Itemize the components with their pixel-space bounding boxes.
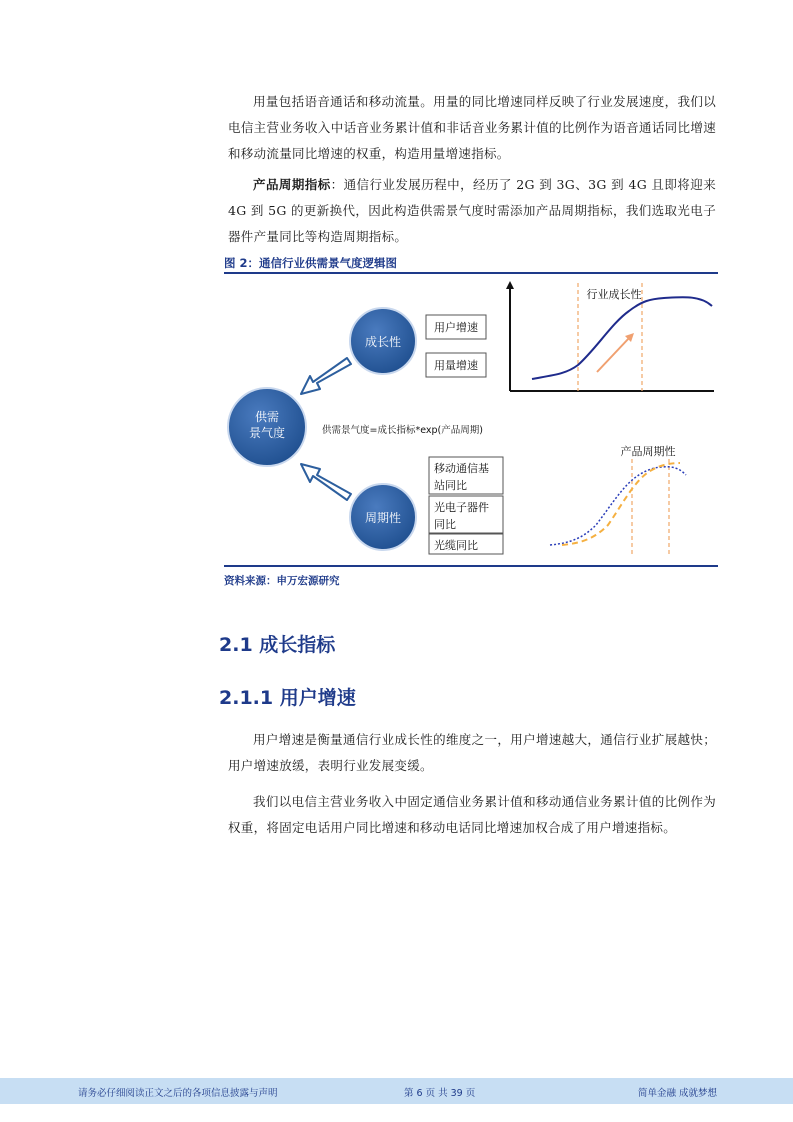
- intro-paragraph-product-cycle: [228, 172, 716, 250]
- logic-diagram: [224, 275, 718, 565]
- cycle-node-label: 周期性: [364, 511, 402, 525]
- cycle-curve-dashed: [562, 463, 680, 545]
- growth-chart-axis-arrowhead: [506, 281, 514, 289]
- growth-node-label: 成长性: [364, 335, 402, 349]
- cycle-item-line2: 同比: [434, 518, 456, 531]
- growth-trend-arrow-line: [597, 337, 630, 372]
- cycle-item-line2: 站同比: [434, 479, 467, 492]
- growth-node: [350, 308, 416, 374]
- formula-text: 供需景气度=成长指标*exp(产品周期): [322, 425, 483, 436]
- product-cycle-body: ：通信行业发展历程中，经历了 2G 到 3G、3G 到 4G 且即将迎来 4G 到 5G 的更新换代，因此构造供需景气度时需添加产品周期指标，我们选取光电子器件产量同比等构造周期指标。: [228, 177, 716, 244]
- cycle-item-line1: 光缆同比: [434, 539, 478, 552]
- subsection-heading-user-growth: 2.1.1 用户增速: [219, 687, 356, 709]
- cycle-item-optoelectronic: [429, 496, 503, 533]
- footer-disclaimer: 请务必仔细阅读正文之后的各项信息披露与声明: [78, 1088, 278, 1099]
- growth-item-usage-growth: [426, 353, 486, 377]
- section-heading-growth-indicator: 2.1 成长指标: [219, 634, 336, 656]
- page-footer: [0, 1078, 793, 1104]
- footer-page-number: 第 6 页 共 39 页: [404, 1088, 476, 1099]
- cycle-chart-label: 产品周期性: [620, 445, 676, 458]
- arrow-growth-to-center: [301, 358, 351, 394]
- figure-bottom-rule: [224, 565, 718, 567]
- figure-top-rule: [224, 272, 718, 274]
- center-node-line2: 景气度: [248, 426, 286, 440]
- figure-title: 图 2：通信行业供需景气度逻辑图: [224, 256, 398, 270]
- cycle-item-base-station: [429, 457, 503, 494]
- growth-item-label: 用量增速: [434, 359, 478, 372]
- cycle-curve-dotted: [550, 467, 686, 545]
- growth-curve: [532, 297, 712, 379]
- figure-source: 资料来源：申万宏源研究: [224, 575, 340, 587]
- growth-chart-label: 行业成长性: [586, 288, 642, 301]
- cycle-mini-chart: [550, 444, 686, 557]
- growth-mini-chart: [506, 281, 714, 391]
- footer-slogan: 简单金融 成就梦想: [637, 1088, 717, 1099]
- section-paragraph-weighting: 我们以电信主营业务收入中固定通信业务累计值和移动通信业务累计值的比例作为权重，将固定电话用户同比增速和移动电话同比增速加权合成了用户增速指标。: [228, 794, 716, 835]
- cycle-item-line1: 光电子器件: [434, 501, 489, 514]
- cycle-item-fiber-cable: [429, 534, 503, 554]
- cycle-item-line1: 移动通信基: [434, 462, 489, 475]
- growth-item-label: 用户增速: [434, 321, 478, 334]
- product-cycle-lead: 产品周期指标: [253, 177, 331, 192]
- arrow-cycle-to-center: [301, 464, 351, 500]
- center-node-demand-supply: [228, 388, 306, 466]
- cycle-node: [350, 484, 416, 550]
- center-node-line1: 供需: [254, 410, 280, 424]
- intro-paragraph-usage: 用量包括语音通话和移动流量。用量的同比增速同样反映了行业发展速度，我们以电信主营业务收入中话音业务累计值和非话音业务累计值的比例作为语音通话同比增速和移动流量同比增速的权重，构造用量增速指标。: [228, 94, 716, 161]
- growth-item-user-growth: [426, 315, 486, 339]
- section-paragraph-user-growth: 用户增速是衡量通信行业成长性的维度之一，用户增速越大，通信行业扩展越快；用户增速放缓，表明行业发展变缓。: [228, 732, 716, 773]
